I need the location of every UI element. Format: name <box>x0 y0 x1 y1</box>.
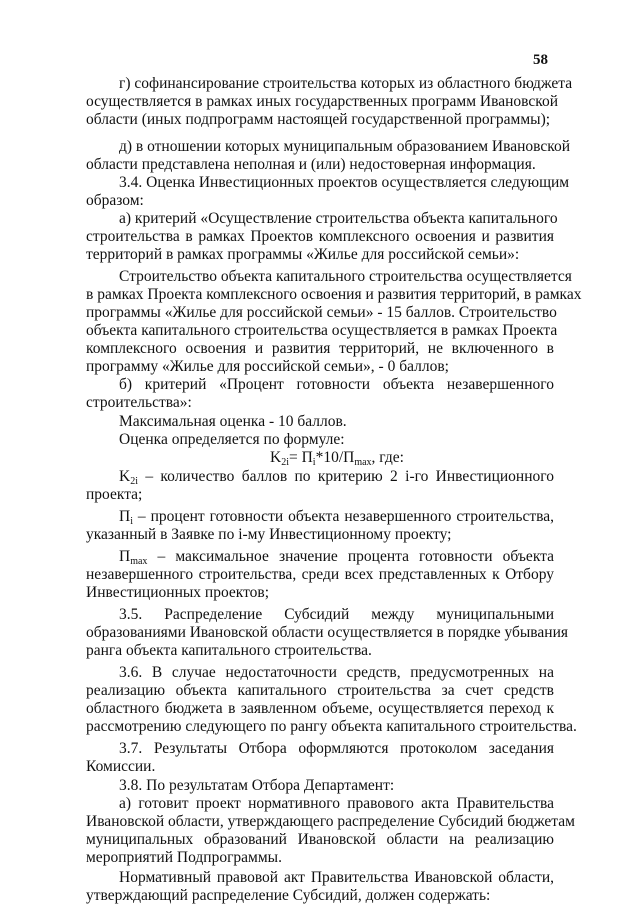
text-line: программу «Жилье для российской семьи», - 0 баллов; <box>86 358 449 375</box>
text-line: территорий в рамках программы «Жилье для российской семьи»: <box>86 246 520 263</box>
text-line: областного бюджета в заявленном объеме, осуществляется переход к <box>86 700 554 717</box>
text-line: а) готовит проект нормативного правового акта Правительства <box>119 795 554 812</box>
text-line: области представлена неполная и (или) недостоверная информация. <box>86 156 536 173</box>
text-line: реализацию объекта капитального строительства за счет средств <box>86 682 554 699</box>
text-line: образом: <box>86 192 144 209</box>
text-line: муниципальных образований Ивановской области на реализацию <box>86 831 554 848</box>
text-line: г) софинансирование строительства которых из областного бюджета <box>119 75 573 92</box>
text-line: области (иных подпрограмм настоящей государственной программы); <box>86 111 551 128</box>
text-line: в рамках Проекта комплексного освоения и развития территорий, в рамках <box>86 286 582 303</box>
definition-pmax: $П_{max}$ – максимальное значение процента готовности объекта <box>119 548 554 567</box>
text-line: Инвестиционных проектов; <box>86 584 270 601</box>
text-line: незавершенного строительства, среди всех представленных к Отбору <box>86 566 554 583</box>
definition-pi: $П_i$ – процент готовности объекта незавершенного строительства, <box>119 508 554 527</box>
text-line: Нормативный правовой акт Правительства Ивановской области, <box>119 869 554 886</box>
text-line: программы «Жилье для российской семьи» - 15 баллов. Строительство <box>86 304 557 321</box>
text-line: 3.6. В случае недостаточности средств, предусмотренных на <box>119 664 554 681</box>
text-line: образованиями Ивановской области осуществляется в порядке убывания <box>86 624 569 641</box>
text-line: строительства в рамках Проектов комплексного освоения и развития <box>86 228 554 245</box>
text-line: Оценка определяется по формуле: <box>119 431 345 448</box>
text-line: комплексного освоения и развития территорий, не включенного в <box>86 340 554 357</box>
formula: $K_{2i}= П_i*10/П_{max}$, где: <box>270 449 404 468</box>
text-line: проекта; <box>86 486 143 503</box>
definition-k2i: $K_{2i}$ – количество баллов по критерию 2 i-го Инвестиционного <box>119 468 554 487</box>
text-line: Комиссии. <box>86 758 156 775</box>
text-line: объекта капитального строительства осуществляется в рамках Проекта <box>86 322 558 339</box>
text-line: 3.7. Результаты Отбора оформляются протоколом заседания <box>119 740 554 757</box>
text-line: Ивановской области, утверждающего распределение Субсидий бюджетам <box>86 813 575 830</box>
page-number: 58 <box>533 52 548 68</box>
text-line: Максимальная оценка - 10 баллов. <box>119 413 347 430</box>
text-line: утверждающий распределение Субсидий, должен содержать: <box>86 887 491 904</box>
text-line: Строительство объекта капитального строительства осуществляется <box>119 268 572 285</box>
text-line: строительства»: <box>86 394 192 411</box>
text-line: д) в отношении которых муниципальным образованием Ивановской <box>119 138 571 155</box>
text-line: ранга объекта капитального строительства. <box>86 642 372 659</box>
text-line: рассмотрению следующего по рангу объекта капитального строительства. <box>86 718 577 735</box>
text-line: 3.8. По результатам Отбора Департамент: <box>119 777 395 794</box>
text-line: а) критерий «Осуществление строительства объекта капитального <box>119 210 558 227</box>
text-line: осуществляется в рамках иных государственных программ Ивановской <box>86 93 559 110</box>
text-line: указанный в Заявке по i-му Инвестиционному проекту; <box>86 526 452 543</box>
text-line: 3.4. Оценка Инвестиционных проектов осуществляется следующим <box>119 174 570 191</box>
text-line: б) критерий «Процент готовности объекта незавершенного <box>119 376 554 393</box>
text-line: 3.5. Распределение Субсидий между муниципальными <box>119 606 554 623</box>
text-line: мероприятий Подпрограммы. <box>86 849 282 866</box>
